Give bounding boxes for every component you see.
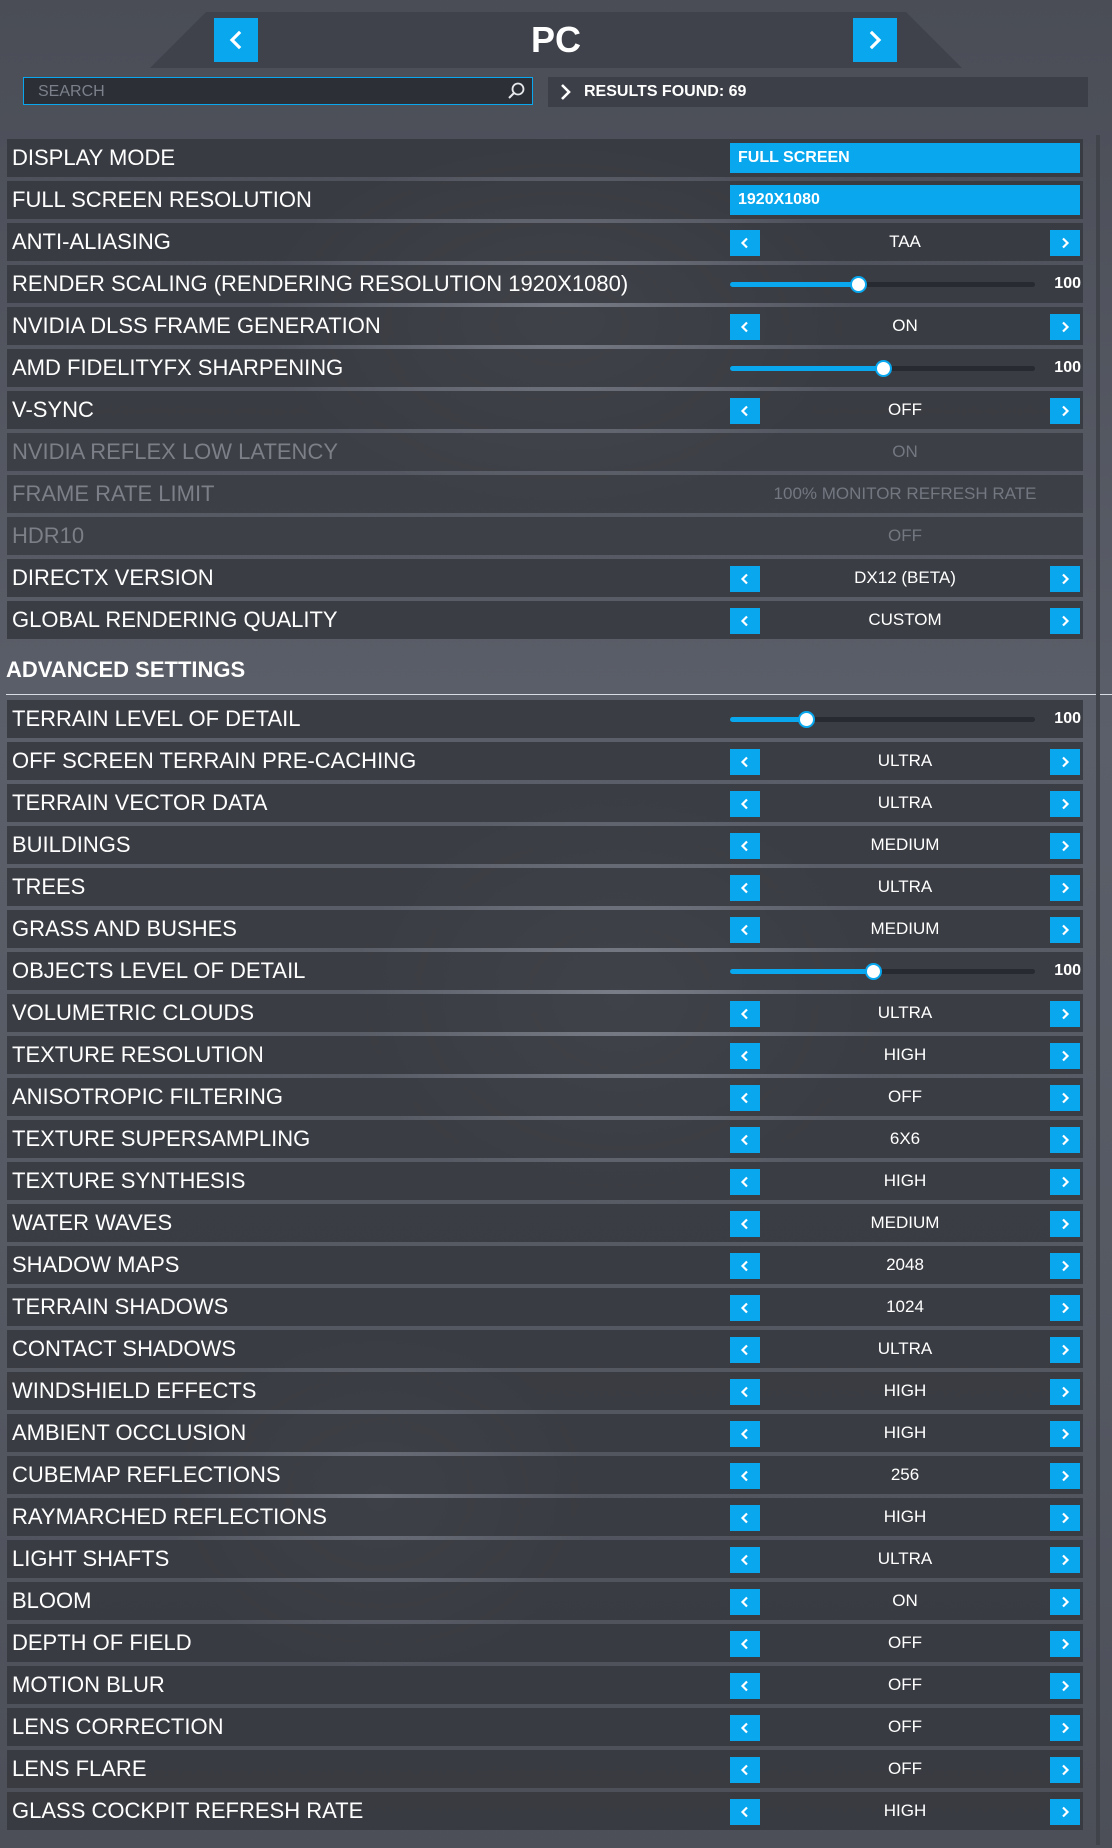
setting-row-anti-aliasing[interactable]	[7, 223, 1083, 261]
next-option-button[interactable]	[1050, 791, 1080, 817]
next-option-button[interactable]	[1050, 1547, 1080, 1573]
chevron-left-icon	[739, 756, 751, 768]
setting-label: TEXTURE RESOLUTION	[12, 1042, 264, 1067]
next-option-button[interactable]	[1050, 314, 1080, 340]
chevron-left-icon	[739, 1764, 751, 1776]
chevron-right-icon	[1059, 1680, 1071, 1692]
setting-label: CUBEMAP REFLECTIONS	[12, 1462, 281, 1487]
chevron-right-icon	[1059, 1092, 1071, 1104]
previous-option-button[interactable]	[730, 1295, 760, 1321]
previous-option-button[interactable]	[730, 1211, 760, 1237]
chevron-right-icon	[1059, 1470, 1071, 1482]
prev-page-button[interactable]	[214, 18, 258, 62]
setting-label: OFF SCREEN TERRAIN PRE-CACHING	[12, 748, 417, 773]
setting-label: AMD FIDELITYFX SHARPENING	[12, 355, 344, 380]
next-option-button[interactable]	[1050, 1211, 1080, 1237]
previous-option-button[interactable]	[730, 1757, 760, 1783]
slider-fill	[730, 717, 806, 722]
setting-value: 6X6	[889, 1129, 921, 1148]
previous-option-button[interactable]	[730, 608, 760, 634]
chevron-left-icon	[739, 924, 751, 936]
next-page-button[interactable]	[853, 18, 897, 62]
chevron-left-icon	[226, 30, 246, 50]
next-option-button[interactable]	[1050, 1799, 1080, 1825]
setting-label: DIRECTX VERSION	[12, 565, 214, 590]
next-option-button[interactable]	[1050, 1463, 1080, 1489]
setting-label: LENS FLARE	[12, 1756, 147, 1781]
previous-option-button[interactable]	[730, 1547, 760, 1573]
setting-row-glass-cockpit-refresh-rate[interactable]	[7, 1792, 1083, 1830]
setting-label: RENDER SCALING (RENDERING RESOLUTION 1920X1080)	[12, 271, 629, 296]
setting-label: MOTION BLUR	[12, 1672, 165, 1697]
chevron-right-icon	[1059, 1218, 1071, 1230]
setting-value: ULTRA	[877, 877, 933, 896]
setting-label: GRASS AND BUSHES	[12, 916, 237, 941]
chevron-right-icon	[1059, 1134, 1071, 1146]
results-bar	[548, 77, 1088, 107]
chevron-right-icon	[1059, 1806, 1071, 1818]
setting-label: SHADOW MAPS	[12, 1252, 180, 1277]
chevron-left-icon	[739, 1512, 751, 1524]
previous-option-button[interactable]	[730, 566, 760, 592]
previous-option-button[interactable]	[730, 1379, 760, 1405]
chevron-right-icon	[1059, 1344, 1071, 1356]
next-option-button[interactable]	[1050, 1337, 1080, 1363]
chevron-left-icon	[739, 405, 751, 417]
setting-value: 1024	[886, 1297, 924, 1316]
setting-label: RAYMARCHED REFLECTIONS	[12, 1504, 327, 1529]
chevron-left-icon	[739, 1302, 751, 1314]
setting-value: ULTRA	[877, 1339, 933, 1358]
setting-label: TERRAIN VECTOR DATA	[12, 790, 268, 815]
setting-value: ULTRA	[877, 1549, 933, 1568]
setting-value: OFF	[888, 1087, 922, 1106]
setting-row-objects-level-of-detail[interactable]	[7, 952, 1083, 990]
next-option-button[interactable]	[1050, 1085, 1080, 1111]
previous-option-button[interactable]	[730, 791, 760, 817]
chevron-left-icon	[739, 1470, 751, 1482]
setting-label: DISPLAY MODE	[12, 145, 176, 170]
next-option-button[interactable]	[1050, 398, 1080, 424]
next-option-button[interactable]	[1050, 1001, 1080, 1027]
next-option-button[interactable]	[1050, 1757, 1080, 1783]
setting-label: ANTI-ALIASING	[12, 229, 171, 254]
next-option-button[interactable]	[1050, 1379, 1080, 1405]
setting-label: GLASS COCKPIT REFRESH RATE	[12, 1798, 364, 1823]
setting-label: TERRAIN SHADOWS	[12, 1294, 229, 1319]
setting-label: VOLUMETRIC CLOUDS	[12, 1000, 255, 1025]
next-option-button[interactable]	[1050, 875, 1080, 901]
setting-value: MEDIUM	[870, 919, 940, 938]
previous-option-button[interactable]	[730, 917, 760, 943]
setting-row-anisotropic-filtering[interactable]	[7, 1078, 1083, 1116]
setting-label: OBJECTS LEVEL OF DETAIL	[12, 958, 306, 983]
setting-row-directx-version[interactable]	[7, 559, 1083, 597]
setting-row-volumetric-clouds[interactable]	[7, 994, 1083, 1032]
setting-label: DEPTH OF FIELD	[12, 1630, 192, 1655]
chevron-left-icon	[739, 1092, 751, 1104]
chevron-right-icon	[1059, 1050, 1071, 1062]
previous-option-button[interactable]	[730, 1169, 760, 1195]
chevron-left-icon	[739, 321, 751, 333]
slider-value: 100	[1054, 962, 1081, 979]
search-icon[interactable]	[506, 81, 526, 101]
setting-row-contact-shadows[interactable]	[7, 1330, 1083, 1368]
chevron-right-icon	[558, 83, 574, 101]
previous-option-button[interactable]	[730, 314, 760, 340]
setting-value: MEDIUM	[870, 1213, 940, 1232]
setting-value: OFF	[888, 400, 922, 419]
chevron-right-icon	[1059, 1260, 1071, 1272]
setting-value: OFF	[888, 1759, 922, 1778]
chevron-right-icon	[1059, 1554, 1071, 1566]
setting-value: TAA	[889, 232, 921, 251]
setting-value: ON	[892, 1591, 918, 1610]
previous-option-button[interactable]	[730, 833, 760, 859]
previous-option-button[interactable]	[730, 875, 760, 901]
chevron-right-icon	[1059, 321, 1071, 333]
setting-value: 2048	[886, 1255, 924, 1274]
setting-row-hdr10	[7, 517, 1083, 555]
setting-row-terrain-level-of-detail[interactable]	[7, 700, 1083, 738]
setting-row-lens-correction[interactable]	[7, 1708, 1083, 1746]
setting-row-frame-rate-limit	[7, 475, 1083, 513]
setting-row-lens-flare[interactable]	[7, 1750, 1083, 1788]
chevron-left-icon	[739, 1680, 751, 1692]
chevron-left-icon	[739, 573, 751, 585]
setting-row-grass-and-bushes[interactable]	[7, 910, 1083, 948]
setting-row-terrain-vector-data[interactable]	[7, 784, 1083, 822]
next-option-button[interactable]	[1050, 749, 1080, 775]
chevron-right-icon	[1059, 924, 1071, 936]
results-count: RESULTS FOUND: 69	[584, 83, 747, 100]
setting-value: HIGH	[883, 1045, 927, 1064]
next-option-button[interactable]	[1050, 1673, 1080, 1699]
chevron-right-icon	[1059, 1428, 1071, 1440]
render-scaling-rendering-resolution-1920x1080-slider[interactable]	[730, 282, 1035, 287]
setting-value: HIGH	[883, 1801, 927, 1820]
setting-label: TERRAIN LEVEL OF DETAIL	[12, 706, 301, 731]
setting-value: OFF	[888, 1633, 922, 1652]
setting-value: ULTRA	[877, 793, 933, 812]
setting-value: HIGH	[883, 1507, 927, 1526]
previous-option-button[interactable]	[730, 1085, 760, 1111]
section-divider	[6, 694, 1112, 695]
next-option-button[interactable]	[1050, 1253, 1080, 1279]
setting-label: AMBIENT OCCLUSION	[12, 1420, 247, 1445]
previous-option-button[interactable]	[730, 1127, 760, 1153]
previous-option-button[interactable]	[730, 1001, 760, 1027]
setting-value: OFF	[888, 526, 922, 545]
chevron-right-icon	[1059, 1596, 1071, 1608]
slider-handle[interactable]	[875, 360, 892, 377]
display-mode-dropdown[interactable]: FULL SCREEN	[730, 143, 1080, 173]
chevron-right-icon	[865, 30, 885, 50]
chevron-left-icon	[739, 1008, 751, 1020]
next-option-button[interactable]	[1050, 1505, 1080, 1531]
setting-label: BLOOM	[12, 1588, 92, 1613]
setting-label: WINDSHIELD EFFECTS	[12, 1378, 257, 1403]
previous-option-button[interactable]	[730, 1715, 760, 1741]
previous-option-button[interactable]	[730, 1043, 760, 1069]
chevron-right-icon	[1059, 1176, 1071, 1188]
setting-row-v-sync[interactable]	[7, 391, 1083, 429]
previous-option-button[interactable]	[730, 1631, 760, 1657]
setting-label: NVIDIA DLSS FRAME GENERATION	[12, 313, 381, 338]
chevron-left-icon	[739, 1050, 751, 1062]
setting-row-depth-of-field[interactable]	[7, 1624, 1083, 1662]
previous-option-button[interactable]	[730, 1673, 760, 1699]
slider-value: 100	[1054, 359, 1081, 376]
chevron-left-icon	[739, 1806, 751, 1818]
setting-value: CUSTOM	[868, 610, 942, 629]
setting-value: DX12 (BETA)	[854, 568, 956, 587]
chevron-right-icon	[1059, 756, 1071, 768]
previous-option-button[interactable]	[730, 1463, 760, 1489]
chevron-left-icon	[739, 882, 751, 894]
chevron-right-icon	[1059, 1764, 1071, 1776]
setting-label: TEXTURE SUPERSAMPLING	[12, 1126, 311, 1151]
chevron-right-icon	[1059, 1638, 1071, 1650]
setting-label: FRAME RATE LIMIT	[12, 481, 215, 506]
setting-value: OFF	[888, 1675, 922, 1694]
chevron-left-icon	[739, 615, 751, 627]
previous-option-button[interactable]	[730, 1589, 760, 1615]
chevron-right-icon	[1059, 798, 1071, 810]
objects-level-of-detail-slider[interactable]	[730, 969, 1035, 974]
setting-row-bloom[interactable]	[7, 1582, 1083, 1620]
setting-label: CONTACT SHADOWS	[12, 1336, 237, 1361]
page-title: PC	[530, 19, 581, 60]
setting-label: BUILDINGS	[12, 832, 131, 857]
setting-row-render-scaling-rendering-resolution-1920x1080[interactable]	[7, 265, 1083, 303]
chevron-left-icon	[739, 237, 751, 249]
setting-row-full-screen-resolution[interactable]	[7, 181, 1083, 219]
setting-row-texture-resolution[interactable]	[7, 1036, 1083, 1074]
setting-label: NVIDIA REFLEX LOW LATENCY	[12, 439, 339, 464]
setting-label: ANISOTROPIC FILTERING	[12, 1084, 283, 1109]
setting-value: HIGH	[883, 1171, 927, 1190]
scrollbar[interactable]	[1096, 135, 1100, 1845]
setting-value: ULTRA	[877, 1003, 933, 1022]
setting-row-shadow-maps[interactable]	[7, 1246, 1083, 1284]
next-option-button[interactable]	[1050, 1295, 1080, 1321]
setting-label: WATER WAVES	[12, 1210, 173, 1235]
chevron-left-icon	[739, 1554, 751, 1566]
previous-option-button[interactable]	[730, 1799, 760, 1825]
setting-value: ON	[892, 442, 918, 461]
setting-row-light-shafts[interactable]	[7, 1540, 1083, 1578]
setting-row-cubemap-reflections[interactable]	[7, 1456, 1083, 1494]
slider-handle[interactable]	[850, 276, 867, 293]
previous-option-button[interactable]	[730, 230, 760, 256]
chevron-left-icon	[739, 1596, 751, 1608]
slider-value: 100	[1054, 710, 1081, 727]
chevron-right-icon	[1059, 840, 1071, 852]
setting-row-water-waves[interactable]	[7, 1204, 1083, 1242]
setting-row-nvidia-reflex-low-latency	[7, 433, 1083, 471]
next-option-button[interactable]	[1050, 1631, 1080, 1657]
chevron-right-icon	[1059, 237, 1071, 249]
chevron-left-icon	[739, 1260, 751, 1272]
chevron-right-icon	[1059, 1512, 1071, 1524]
chevron-left-icon	[739, 798, 751, 810]
next-option-button[interactable]	[1050, 1127, 1080, 1153]
previous-option-button[interactable]	[730, 1337, 760, 1363]
slider-handle[interactable]	[798, 711, 815, 728]
slider-value: 100	[1054, 275, 1081, 292]
setting-row-off-screen-terrain-pre-caching[interactable]	[7, 742, 1083, 780]
next-option-button[interactable]	[1050, 230, 1080, 256]
chevron-right-icon	[1059, 1386, 1071, 1398]
chevron-left-icon	[739, 840, 751, 852]
next-option-button[interactable]	[1050, 1715, 1080, 1741]
setting-row-motion-blur[interactable]	[7, 1666, 1083, 1704]
chevron-right-icon	[1059, 1722, 1071, 1734]
next-option-button[interactable]	[1050, 1421, 1080, 1447]
setting-label: HDR10	[12, 523, 85, 548]
setting-row-windshield-effects[interactable]	[7, 1372, 1083, 1410]
setting-value: MEDIUM	[870, 835, 940, 854]
next-option-button[interactable]	[1050, 1169, 1080, 1195]
chevron-left-icon	[739, 1428, 751, 1440]
next-option-button[interactable]	[1050, 608, 1080, 634]
previous-option-button[interactable]	[730, 1253, 760, 1279]
setting-row-buildings[interactable]	[7, 826, 1083, 864]
slider-fill	[730, 366, 883, 371]
setting-label: TEXTURE SYNTHESIS	[12, 1168, 246, 1193]
setting-row-texture-synthesis[interactable]	[7, 1162, 1083, 1200]
setting-value: ULTRA	[877, 751, 933, 770]
chevron-right-icon	[1059, 573, 1071, 585]
chevron-left-icon	[739, 1218, 751, 1230]
chevron-right-icon	[1059, 882, 1071, 894]
chevron-left-icon	[739, 1638, 751, 1650]
chevron-right-icon	[1059, 1008, 1071, 1020]
setting-label: LENS CORRECTION	[12, 1714, 224, 1739]
chevron-left-icon	[739, 1722, 751, 1734]
next-option-button[interactable]	[1050, 917, 1080, 943]
previous-option-button[interactable]	[730, 749, 760, 775]
chevron-left-icon	[739, 1344, 751, 1356]
setting-label: GLOBAL RENDERING QUALITY	[12, 607, 338, 632]
previous-option-button[interactable]	[730, 398, 760, 424]
next-option-button[interactable]	[1050, 1043, 1080, 1069]
amd-fidelityfx-sharpening-slider[interactable]	[730, 366, 1035, 371]
setting-row-terrain-shadows[interactable]	[7, 1288, 1083, 1326]
setting-label: FULL SCREEN RESOLUTION	[12, 187, 312, 212]
slider-handle[interactable]	[865, 963, 882, 980]
search-input[interactable]	[36, 78, 480, 106]
slider-fill	[730, 969, 873, 974]
setting-row-ambient-occlusion[interactable]	[7, 1414, 1083, 1452]
setting-value: ON	[892, 316, 918, 335]
previous-option-button[interactable]	[730, 1505, 760, 1531]
setting-row-global-rendering-quality[interactable]	[7, 601, 1083, 639]
setting-label: LIGHT SHAFTS	[12, 1546, 170, 1571]
setting-value: 100% MONITOR REFRESH RATE	[773, 484, 1037, 503]
setting-row-texture-supersampling[interactable]	[7, 1120, 1083, 1158]
next-option-button[interactable]	[1050, 566, 1080, 592]
chevron-right-icon	[1059, 1302, 1071, 1314]
slider-fill	[730, 282, 858, 287]
advanced-settings-heading: ADVANCED SETTINGS	[6, 657, 246, 682]
next-option-button[interactable]	[1050, 1589, 1080, 1615]
setting-label: V-SYNC	[12, 397, 94, 422]
chevron-right-icon	[1059, 405, 1071, 417]
setting-value: HIGH	[883, 1381, 927, 1400]
chevron-left-icon	[739, 1386, 751, 1398]
setting-row-nvidia-dlss-frame-generation[interactable]	[7, 307, 1083, 345]
search-box[interactable]	[23, 77, 533, 105]
full-screen-resolution-dropdown[interactable]: 1920X1080	[730, 185, 1080, 215]
next-option-button[interactable]	[1050, 833, 1080, 859]
setting-value: HIGH	[883, 1423, 927, 1442]
setting-value: 256	[890, 1465, 920, 1484]
setting-row-trees[interactable]	[7, 868, 1083, 906]
setting-value: OFF	[888, 1717, 922, 1736]
setting-row-amd-fidelityfx-sharpening[interactable]	[7, 349, 1083, 387]
terrain-level-of-detail-slider[interactable]	[730, 717, 1035, 722]
chevron-left-icon	[739, 1134, 751, 1146]
chevron-right-icon	[1059, 615, 1071, 627]
chevron-left-icon	[739, 1176, 751, 1188]
setting-label: TREES	[12, 874, 86, 899]
setting-row-display-mode[interactable]	[7, 139, 1083, 177]
setting-row-raymarched-reflections[interactable]	[7, 1498, 1083, 1536]
previous-option-button[interactable]	[730, 1421, 760, 1447]
